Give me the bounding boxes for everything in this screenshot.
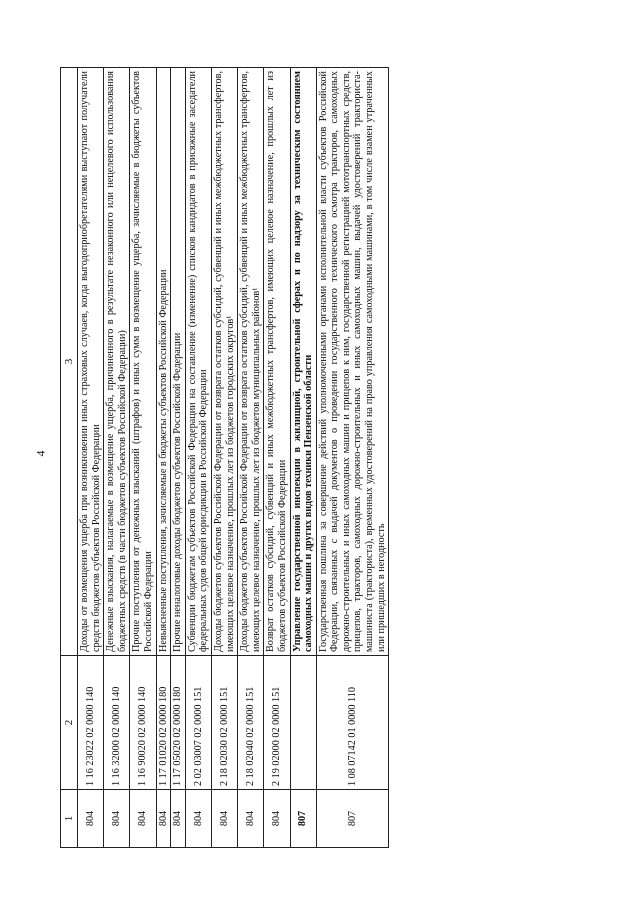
revenue-code-cell: 1 08 07142 01 0000 110 [316,656,389,790]
revenue-code-cell: 1 16 90020 02 0000 140 [130,656,156,790]
revenue-code-cell: 2 18 02040 02 0000 151 [238,656,264,790]
table-row [130,68,156,848]
admin-code-cell: 804 [156,790,171,848]
description-cell: Государственная пошлина за совершение действий уполномоченными органами исполнительной власти субъектов Российской Федерации, связанных с выдачей документов о проведении государственного технического осмотра тракторов, самоходных дорожно-строительных и иных самоходных машин и прицепов к ним, государственной регистрацией мототранспортных средств, прицепов, тракторов, самоходных дорожно-строительных и иных самоходных машин, выдачей удостоверений тракториста-машиниста (тракториста), временных удостоверений на право управления самоходными машинами, в том числе взамен утраченных или пришедших в негодность [316,68,389,656]
table-row [171,68,186,848]
admin-code-cell: 804 [238,790,264,848]
table-row [238,68,264,848]
header-col-2: 2 [61,656,78,790]
table-row [78,68,104,848]
description-cell: Доходы бюджетов субъектов Российской Федерации от возврата остатков субсидий, субвенций и иных межбюджетных трансфертов, имеющих целевое назначение, прошлых лет из бюджетов муниципальных районов¹ [238,68,264,656]
description-cell: Денежные взыскания, налагаемые в возмещение ущерба, причиненного в результате незаконного или нецелевого использования бюджетных средств (в части бюджетов субъектов Российской Федерации) [104,68,130,656]
description-cell: Доходы бюджетов субъектов Российской Федерации от возврата остатков субсидий, субвенций и иных межбюджетных трансфертов, имеющих целевое назначение, прошлых лет из бюджетов городских округов¹ [211,68,237,656]
description-cell: Невыясненные поступления, зачисляемые в бюджеты субъектов Российской Федерации [156,68,171,656]
header-col-3: 3 [61,68,78,656]
admin-code-cell: 804 [185,790,211,848]
admin-code-cell: 804 [211,790,237,848]
table-row [211,68,237,848]
revenue-code-cell: 1 16 23022 02 0000 140 [78,656,104,790]
revenue-code-cell: 2 02 03007 02 0000 151 [185,656,211,790]
description-cell: Прочие поступления от денежных взысканий (штрафов) и иных сумм в возмещение ущерба, зачисляемые в бюджеты субъектов Российской Федерации [130,68,156,656]
revenue-codes-table [60,67,389,848]
table-body [78,68,389,848]
revenue-code-cell: 2 19 02000 02 0000 151 [264,656,290,790]
admin-code-cell: 807 [316,790,389,848]
admin-code-cell: 804 [171,790,186,848]
table-row [156,68,171,848]
table-header-row [61,68,78,848]
table-row [290,68,316,848]
description-cell: Возврат остатков субсидий, субвенций и иных межбюджетных трансфертов, имеющих целевое назначение, прошлых лет из бюджетов субъектов Российской Федерации [264,68,290,656]
revenue-code-cell: 2 18 02030 02 0000 151 [211,656,237,790]
admin-code-cell: 804 [78,790,104,848]
admin-code-cell: 804 [104,790,130,848]
table-row [316,68,389,848]
revenue-code-cell: 1 17 05020 02 0000 180 [171,656,186,790]
table-row [264,68,290,848]
admin-code-cell: 804 [130,790,156,848]
description-cell: Субвенции бюджетам субъектов Российской Федерации на составление (изменение) списков кандидатов в присяжные заседатели федеральных судов общей юрисдикции в Российской Федерации [185,68,211,656]
description-cell: Управление государственной инспекции в жилищной, строительной сферах и по надзору за техническим состоянием самоходных машин и других видов техники Пензенской области [290,68,316,656]
table-row [185,68,211,848]
revenue-code-cell: 1 16 32000 02 0000 140 [104,656,130,790]
header-col-1: 1 [61,790,78,848]
rotated-document-page [60,68,555,848]
page-number: 4 [33,450,48,457]
revenue-code-cell: 1 17 01020 02 0000 180 [156,656,171,790]
description-cell: Прочие неналоговые доходы бюджетов субъектов Российской Федерации [171,68,186,656]
description-cell: Доходы от возмещения ущерба при возникновении иных страховых случаев, когда выгодоприобретателями выступают получатели средств бюджетов субъектов Российской Федерации [78,68,104,656]
revenue-code-cell [290,656,316,790]
table-row [104,68,130,848]
admin-code-cell: 804 [264,790,290,848]
admin-code-cell: 807 [290,790,316,848]
